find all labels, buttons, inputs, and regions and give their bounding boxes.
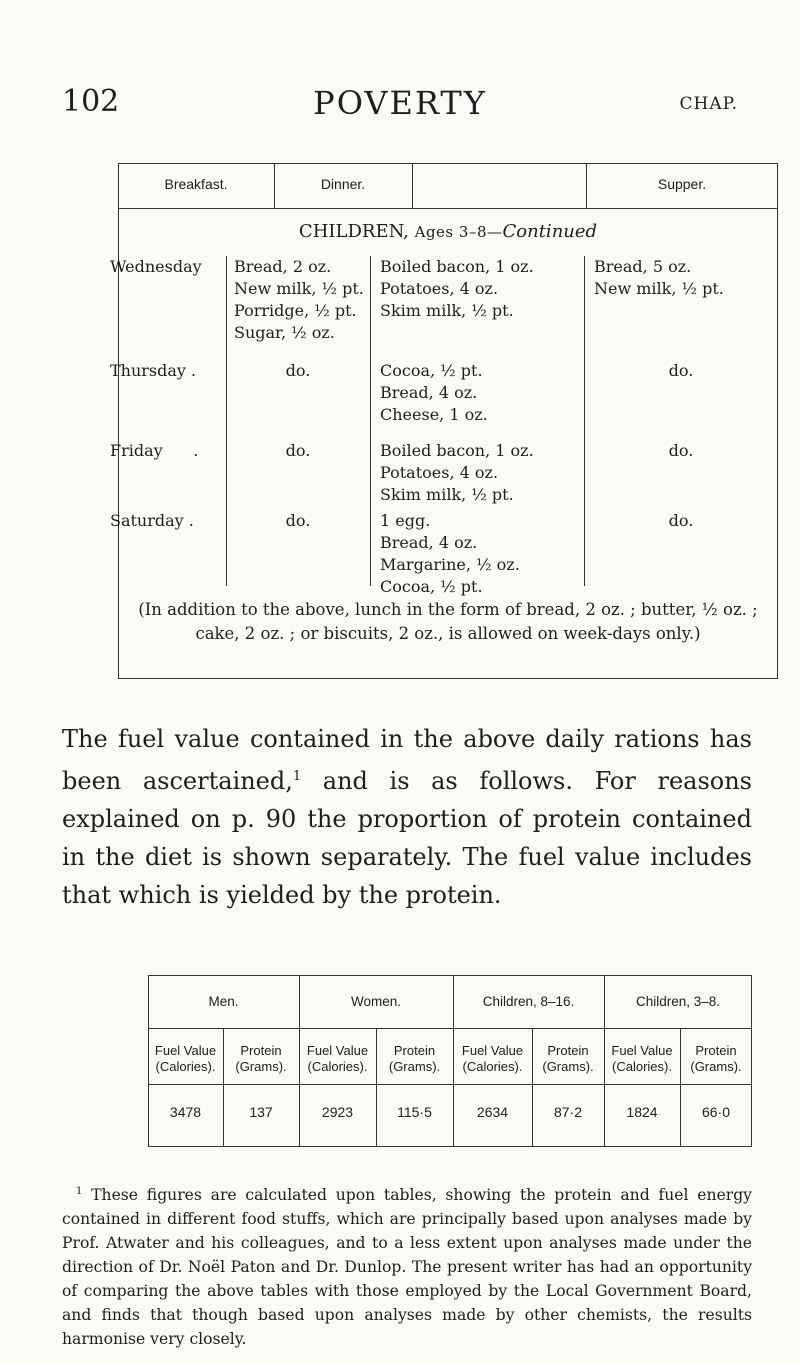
- value-cell: 2634: [476, 1104, 509, 1120]
- day-label: Thursday .: [110, 361, 197, 380]
- supper-cell: do.: [668, 441, 694, 460]
- dinner-cell: 1 egg. Bread, 4 oz. Margarine, ½ oz. Cocoa, ½ pt.: [380, 511, 520, 596]
- column-divider: [412, 164, 413, 208]
- value-cell: 87·2: [553, 1104, 583, 1120]
- body-paragraph: The fuel value contained in the above daily rations has been ascertained,$^1$ and is as follows. For reasons explained on p. 90 the proportion of protein contained in the diet is shown separately. The fuel value includes that which is yielded by the protein.: [62, 725, 752, 909]
- day-label: Friday .: [110, 441, 199, 460]
- dinner-cell: Boiled bacon, 1 oz. Potatoes, 4 oz. Skim milk, ½ pt.: [380, 441, 534, 504]
- row-rule: [148, 1028, 752, 1029]
- sub-header: Protein (Grams).: [542, 1043, 594, 1074]
- day-label: Wednesday: [110, 257, 202, 276]
- breakfast-cell: do.: [285, 511, 311, 530]
- supper-cell: do.: [668, 511, 694, 530]
- column-divider: [370, 256, 371, 586]
- value-cell: 115·5: [397, 1104, 432, 1120]
- sub-header: Protein (Grams).: [388, 1043, 441, 1074]
- dinner-cell: Boiled bacon, 1 oz. Potatoes, 4 oz. Skim milk, ½ pt.: [380, 257, 534, 320]
- section-heading: CHILDREN, Ages 3–8—Continued: [298, 221, 598, 242]
- column-header-breakfast: Breakfast.: [164, 176, 228, 192]
- day-label: Saturday .: [110, 511, 194, 530]
- supper-cell: Bread, 5 oz. New milk, ½ pt.: [594, 257, 724, 298]
- value-cell: 3478: [169, 1104, 202, 1120]
- dinner-cell: Cocoa, ½ pt. Bread, 4 oz. Cheese, 1 oz.: [380, 361, 488, 424]
- breakfast-cell: do.: [285, 361, 311, 380]
- value-cell: 1824: [626, 1104, 658, 1120]
- sub-header: Protein (Grams).: [235, 1043, 287, 1074]
- group-header: Men.: [208, 994, 239, 1009]
- supper-cell: do.: [668, 361, 694, 380]
- value-cell: 66·0: [701, 1104, 731, 1120]
- chapter-label: CHAP.: [679, 94, 738, 114]
- page-number: 102: [62, 84, 120, 119]
- sub-header: Fuel Value (Calories).: [611, 1043, 673, 1074]
- breakfast-cell: Bread, 2 oz. New milk, ½ pt. Porridge, ½ pt. Sugar, ½ oz.: [234, 257, 364, 342]
- group-header: Children, 8–16.: [482, 994, 575, 1009]
- value-cell: 2923: [321, 1104, 354, 1120]
- column-header-supper: Supper.: [657, 176, 707, 192]
- row-rule: [148, 1084, 752, 1085]
- table-note-line: cake, 2 oz. ; or biscuits, 2 oz., is allowed on week-days only.): [195, 624, 701, 643]
- footnote-marker: 1: [76, 1186, 83, 1197]
- column-header-dinner: Dinner.: [320, 176, 366, 192]
- running-title: POVERTY: [313, 84, 487, 122]
- diet-menu-table: [110, 163, 778, 679]
- breakfast-cell: do.: [285, 441, 311, 460]
- rations-table: [148, 975, 752, 1147]
- column-divider: [226, 256, 227, 586]
- page-header: [0, 84, 800, 134]
- sub-header: Fuel Value (Calories).: [306, 1043, 369, 1074]
- footnote-ref: 1: [292, 769, 302, 784]
- column-divider: [584, 256, 585, 586]
- sub-header: Fuel Value (Calories).: [461, 1043, 524, 1074]
- footnote: $^1$ These figures are calculated upon tables, showing the protein and fuel energy contained in different food stuffs, which are principally based upon analyses made by Prof. Atwater and his colleagues, and to a less extent upon analyses made under the direction of Dr. Noël Paton and Dr. Dunlop. The present writer has had an opportunity of comparing the above tables with those employed by the Local Government Board, and finds that though based upon analyses made by other chemists, the results harmonise very closely.: [62, 1186, 752, 1349]
- value-cell: 137: [249, 1104, 273, 1120]
- table-note-line: (In addition to the above, lunch in the form of bread, 2 oz. ; butter, ½ oz. ;: [138, 600, 758, 619]
- header-rule: [118, 208, 778, 209]
- sub-header: Protein (Grams).: [690, 1043, 742, 1074]
- group-header: Children, 3–8.: [635, 994, 721, 1009]
- group-header: Women.: [350, 994, 402, 1009]
- sub-header: Fuel Value (Calories).: [154, 1043, 217, 1074]
